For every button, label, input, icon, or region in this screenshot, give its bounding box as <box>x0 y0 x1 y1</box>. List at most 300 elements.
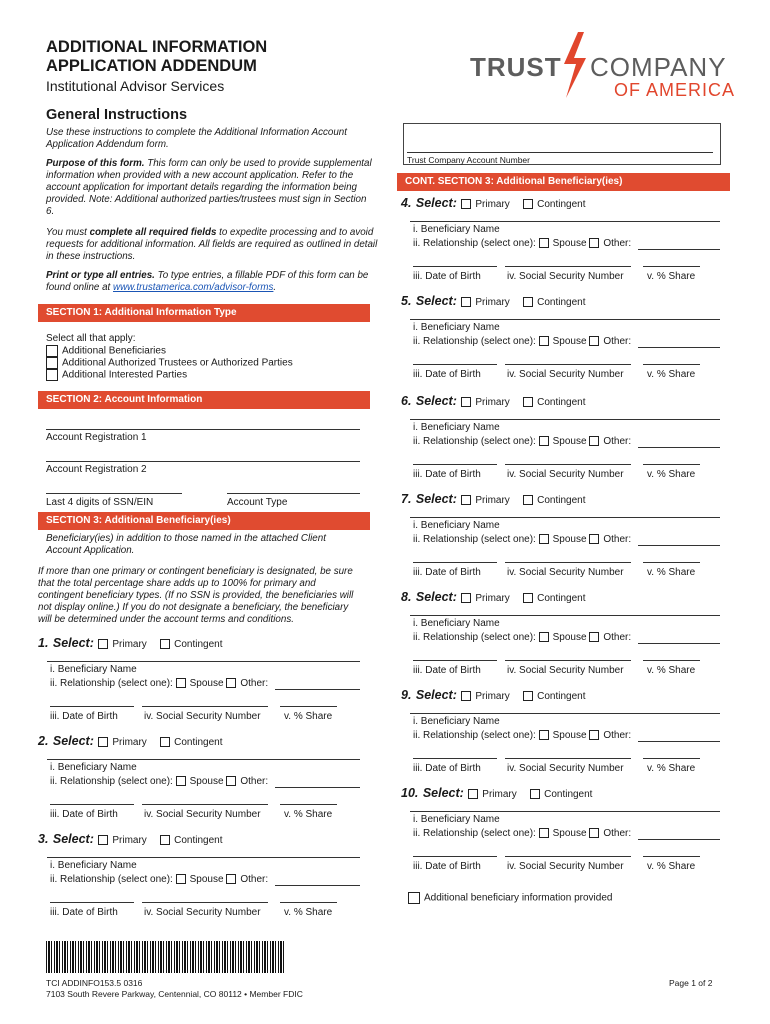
dob-label: iii. Date of Birth <box>413 567 481 578</box>
checkbox[interactable] <box>160 639 170 649</box>
footer-page: Page 1 of 2 <box>669 978 713 988</box>
checkbox[interactable] <box>160 835 170 845</box>
contingent-option[interactable] <box>160 737 222 748</box>
spouse-option[interactable] <box>539 730 587 741</box>
other-label: Other: <box>240 874 269 885</box>
spouse-option[interactable] <box>539 436 587 447</box>
checkbox[interactable] <box>176 776 186 786</box>
relationship-row <box>413 828 631 839</box>
spouse-option[interactable] <box>539 238 587 249</box>
select-label: Select: <box>415 688 457 702</box>
ssn-label: iv. Social Security Number <box>507 861 624 872</box>
footer-address: 7103 South Revere Parkway, Centennial, CO 80112 • Member FDIC <box>46 989 303 999</box>
checkbox[interactable] <box>98 835 108 845</box>
account-registration-1-line[interactable] <box>46 429 360 430</box>
contingent-label: Contingent <box>537 593 586 604</box>
checkbox[interactable] <box>468 789 478 799</box>
ssn-label: iv. Social Security Number <box>144 907 261 918</box>
other-label: Other: <box>603 436 632 447</box>
spouse-option[interactable] <box>539 336 587 347</box>
ssn-line[interactable] <box>505 562 631 563</box>
primary-label: Primary <box>475 199 510 210</box>
checkbox[interactable] <box>98 737 108 747</box>
relationship-row <box>413 730 631 741</box>
primary-label: Primary <box>475 397 510 408</box>
spouse-label: Spouse <box>552 730 587 741</box>
ssn-label: iv. Social Security Number <box>144 711 261 722</box>
contingent-label: Contingent <box>537 691 586 702</box>
relationship-label: ii. Relationship (select one): <box>413 632 536 643</box>
other-line[interactable] <box>638 347 720 348</box>
dob-line[interactable] <box>50 902 134 903</box>
contingent-option[interactable] <box>530 789 592 800</box>
relationship-label: ii. Relationship (select one): <box>50 678 173 689</box>
contingent-option[interactable] <box>160 835 222 846</box>
checkbox[interactable] <box>98 639 108 649</box>
checkbox[interactable] <box>523 199 533 209</box>
instructions-p1: Use these instructions to complete the Additional Information Account Application Addendum form. <box>46 127 347 150</box>
ssn-line[interactable] <box>142 902 268 903</box>
beneficiary-name-label: i. Beneficiary Name <box>50 664 137 675</box>
beneficiary-name-line[interactable] <box>47 759 360 760</box>
dob-line[interactable] <box>50 804 134 805</box>
beneficiary-select-row <box>38 830 223 848</box>
checkbox[interactable] <box>589 436 599 446</box>
select-label: Select: <box>52 832 94 846</box>
account-registration-2-line[interactable] <box>46 461 360 462</box>
dob-label: iii. Date of Birth <box>50 711 118 722</box>
other-option[interactable] <box>226 776 268 787</box>
primary-option[interactable] <box>461 495 509 506</box>
beneficiary-name-line[interactable] <box>47 661 360 662</box>
checkbox[interactable] <box>539 238 549 248</box>
contingent-option[interactable] <box>523 297 585 308</box>
beneficiary-number: 10. <box>401 786 419 800</box>
spouse-label: Spouse <box>552 632 587 643</box>
other-line[interactable] <box>638 249 720 250</box>
primary-label: Primary <box>475 593 510 604</box>
relationship-row <box>413 238 631 249</box>
beneficiary-name-label: i. Beneficiary Name <box>413 322 500 333</box>
relationship-row <box>413 436 631 447</box>
checkbox[interactable] <box>539 336 549 346</box>
ssn-line[interactable] <box>505 464 631 465</box>
relationship-row <box>413 534 631 545</box>
primary-option[interactable] <box>461 199 509 210</box>
primary-option[interactable] <box>461 691 509 702</box>
advisor-forms-link[interactable]: www.trustamerica.com/advisor-forms <box>113 282 274 293</box>
dob-line[interactable] <box>413 562 497 563</box>
spouse-label: Spouse <box>552 828 587 839</box>
other-line[interactable] <box>638 447 720 448</box>
other-line[interactable] <box>638 839 720 840</box>
spouse-label: Spouse <box>189 874 224 885</box>
share-line[interactable] <box>280 902 337 903</box>
relationship-row <box>50 874 268 885</box>
account-number-line[interactable] <box>407 152 713 153</box>
primary-label: Primary <box>112 639 147 650</box>
beneficiary-name-line[interactable] <box>410 419 720 420</box>
p3-b: to expedite processing and to avoid requests for additional information. All fields are required as outlined in detail in these instructions. <box>46 227 378 262</box>
other-label: Other: <box>240 776 269 787</box>
p2-text: This form can only be used to provide supplemental information when provided with a new account application. Refer to the account application for important details regarding the information being provided. Note: Additional authorized parties/trustees must sign in Section 6. <box>46 158 372 217</box>
beneficiary-name-label: i. Beneficiary Name <box>50 860 137 871</box>
spouse-option[interactable] <box>176 874 224 885</box>
contingent-option[interactable] <box>160 639 222 650</box>
option-label: Additional Authorized Trustees or Authorized Parties <box>62 357 293 369</box>
contingent-option[interactable] <box>523 593 585 604</box>
share-line[interactable] <box>280 706 337 707</box>
ssn-label: iv. Social Security Number <box>144 809 261 820</box>
beneficiary-name-label: i. Beneficiary Name <box>50 762 137 773</box>
share-line[interactable] <box>643 856 700 857</box>
checkbox[interactable] <box>523 297 533 307</box>
option-label: Additional Interested Parties <box>62 369 188 381</box>
other-option[interactable] <box>589 828 631 839</box>
primary-option[interactable] <box>461 297 509 308</box>
checkbox[interactable] <box>589 534 599 544</box>
dob-label: iii. Date of Birth <box>413 369 481 380</box>
share-label: v. % Share <box>284 711 333 722</box>
section1-bar: SECTION 1: Additional Information Type <box>38 304 370 322</box>
beneficiary-number: 2. <box>38 734 49 748</box>
title-line-1: ADDITIONAL INFORMATION <box>46 38 268 56</box>
share-label: v. % Share <box>647 369 696 380</box>
primary-option[interactable] <box>98 639 146 650</box>
cont-section3-bar: CONT. SECTION 3: Additional Beneficiary(ies) <box>397 173 730 191</box>
spouse-label: Spouse <box>552 534 587 545</box>
other-line[interactable] <box>638 643 720 644</box>
beneficiary-number: 8. <box>401 590 412 604</box>
relationship-row <box>50 776 268 787</box>
relationship-label: ii. Relationship (select one): <box>413 238 536 249</box>
other-line[interactable] <box>275 689 360 690</box>
checkbox[interactable] <box>176 874 186 884</box>
relationship-row <box>50 678 268 689</box>
relationship-label: ii. Relationship (select one): <box>413 436 536 447</box>
other-line[interactable] <box>638 545 720 546</box>
beneficiary-number: 3. <box>38 832 49 846</box>
beneficiary-number: 9. <box>401 688 412 702</box>
relationship-label: ii. Relationship (select one): <box>50 776 173 787</box>
share-line[interactable] <box>643 464 700 465</box>
instructions-p2 <box>46 158 376 218</box>
dob-line[interactable] <box>413 758 497 759</box>
relationship-row <box>413 336 631 347</box>
beneficiary-number: 5. <box>401 294 412 308</box>
p4-text: To type entries, a fillable PDF of this form can be found online at <box>46 270 369 293</box>
primary-option[interactable] <box>468 789 516 800</box>
other-option[interactable] <box>589 336 631 347</box>
beneficiary-name-label: i. Beneficiary Name <box>413 520 500 531</box>
instructions-p4 <box>46 270 376 294</box>
dob-label: iii. Date of Birth <box>413 861 481 872</box>
other-label: Other: <box>603 828 632 839</box>
other-option[interactable] <box>589 534 631 545</box>
title-line-2: APPLICATION ADDENDUM <box>46 57 257 75</box>
additional-provided-option[interactable] <box>408 892 612 904</box>
dob-line[interactable] <box>413 856 497 857</box>
spouse-option[interactable] <box>539 632 587 643</box>
ssn-line[interactable] <box>505 758 631 759</box>
instructions-heading: General Instructions <box>46 107 188 123</box>
beneficiary-select-row <box>38 634 223 652</box>
account-registration-2-label: Account Registration 2 <box>46 464 147 475</box>
checkbox[interactable] <box>46 345 58 357</box>
select-label: Select: <box>415 294 457 308</box>
beneficiary-select-row <box>401 292 586 310</box>
spouse-label: Spouse <box>189 776 224 787</box>
beneficiary-name-label: i. Beneficiary Name <box>413 224 500 235</box>
checkbox[interactable] <box>589 238 599 248</box>
contingent-label: Contingent <box>174 737 223 748</box>
share-line[interactable] <box>643 660 700 661</box>
checkbox[interactable] <box>589 828 599 838</box>
ssn-line[interactable] <box>505 660 631 661</box>
other-label: Other: <box>603 534 632 545</box>
instructions-p3 <box>46 227 381 263</box>
checkbox[interactable] <box>539 828 549 838</box>
primary-option[interactable] <box>461 397 509 408</box>
beneficiary-number: 4. <box>401 196 412 210</box>
additional-provided-label: Additional beneficiary information provided <box>424 892 613 904</box>
share-line[interactable] <box>280 804 337 805</box>
ssn-line[interactable] <box>142 804 268 805</box>
dob-label: iii. Date of Birth <box>50 809 118 820</box>
checkbox[interactable] <box>461 297 471 307</box>
ssn-line[interactable] <box>505 364 631 365</box>
footer-code: TCI ADDINFO153.5 0316 <box>46 978 143 988</box>
beneficiary-name-label: i. Beneficiary Name <box>413 422 500 433</box>
checkbox[interactable] <box>589 730 599 740</box>
share-label: v. % Share <box>647 271 696 282</box>
account-type-line[interactable] <box>227 493 360 494</box>
checkbox[interactable] <box>226 874 236 884</box>
dob-label: iii. Date of Birth <box>50 907 118 918</box>
logo-bolt-icon <box>556 30 592 100</box>
checkbox[interactable] <box>461 593 471 603</box>
other-option[interactable] <box>589 730 631 741</box>
share-line[interactable] <box>643 266 700 267</box>
select-label: Select: <box>52 734 94 748</box>
checkbox[interactable] <box>408 892 420 904</box>
dob-line[interactable] <box>50 706 134 707</box>
beneficiary-name-line[interactable] <box>47 857 360 858</box>
section1-prompt: Select all that apply: <box>46 333 136 344</box>
ssn-label: iv. Social Security Number <box>507 271 624 282</box>
account-number-label: Trust Company Account Number <box>407 155 530 165</box>
beneficiary-number: 1. <box>38 636 49 650</box>
p3-a: You must <box>46 227 90 238</box>
checkbox[interactable] <box>589 632 599 642</box>
contingent-label: Contingent <box>537 397 586 408</box>
checkbox[interactable] <box>530 789 540 799</box>
select-label: Select: <box>52 636 94 650</box>
share-label: v. % Share <box>284 809 333 820</box>
ssn-line[interactable] <box>505 856 631 857</box>
beneficiary-name-label: i. Beneficiary Name <box>413 618 500 629</box>
beneficiary-number: 7. <box>401 492 412 506</box>
beneficiary-name-label: i. Beneficiary Name <box>413 814 500 825</box>
other-label: Other: <box>603 336 632 347</box>
primary-label: Primary <box>475 691 510 702</box>
checkbox[interactable] <box>226 776 236 786</box>
checkbox[interactable] <box>523 397 533 407</box>
beneficiary-name-line[interactable] <box>410 713 720 714</box>
other-line[interactable] <box>275 885 360 886</box>
beneficiary-select-row <box>38 732 223 750</box>
spouse-option[interactable] <box>176 678 224 689</box>
contingent-label: Contingent <box>537 297 586 308</box>
share-label: v. % Share <box>647 763 696 774</box>
option-label: Additional Beneficiaries <box>62 345 166 357</box>
section1-option-beneficiaries[interactable] <box>46 345 166 357</box>
ssn-label: iv. Social Security Number <box>507 369 624 380</box>
dob-line[interactable] <box>413 464 497 465</box>
dob-label: iii. Date of Birth <box>413 665 481 676</box>
beneficiary-name-line[interactable] <box>410 319 720 320</box>
checkbox[interactable] <box>461 495 471 505</box>
p4-end: . <box>273 282 277 293</box>
checkbox[interactable] <box>523 495 533 505</box>
logo-america-text: OF AMERICA <box>614 80 736 100</box>
logo-company-text: COMPANY <box>590 52 727 82</box>
checkbox[interactable] <box>461 397 471 407</box>
p3-bold: complete all required fields <box>89 227 217 238</box>
beneficiary-select-row <box>401 784 592 802</box>
beneficiary-name-line[interactable] <box>410 517 720 518</box>
checkbox[interactable] <box>539 436 549 446</box>
account-registration-1-label: Account Registration 1 <box>46 432 147 443</box>
select-label: Select: <box>415 492 457 506</box>
share-label: v. % Share <box>647 861 696 872</box>
ssn-label: iv. Social Security Number <box>507 763 624 774</box>
section3-note1: Beneficiary(ies) in addition to those named in the attached Client Account Application. <box>46 533 326 556</box>
contingent-option[interactable] <box>523 397 585 408</box>
primary-label: Primary <box>475 297 510 308</box>
share-label: v. % Share <box>284 907 333 918</box>
spouse-option[interactable] <box>539 534 587 545</box>
checkbox[interactable] <box>160 737 170 747</box>
primary-option[interactable] <box>461 593 509 604</box>
checkbox[interactable] <box>461 691 471 701</box>
ssn-line[interactable] <box>142 706 268 707</box>
dob-line[interactable] <box>413 364 497 365</box>
checkbox[interactable] <box>46 369 58 381</box>
ssn-label: iv. Social Security Number <box>507 665 624 676</box>
dob-label: iii. Date of Birth <box>413 271 481 282</box>
checkbox[interactable] <box>461 199 471 209</box>
relationship-row <box>413 632 631 643</box>
checkbox[interactable] <box>46 357 58 369</box>
other-option[interactable] <box>589 632 631 643</box>
account-type-label: Account Type <box>227 497 288 508</box>
contingent-option[interactable] <box>523 495 585 506</box>
checkbox[interactable] <box>539 730 549 740</box>
checkbox[interactable] <box>523 691 533 701</box>
ssn-label: iv. Social Security Number <box>507 469 624 480</box>
contingent-option[interactable] <box>523 199 585 210</box>
beneficiary-name-line[interactable] <box>410 615 720 616</box>
beneficiary-name-line[interactable] <box>410 221 720 222</box>
checkbox[interactable] <box>523 593 533 603</box>
relationship-label: ii. Relationship (select one): <box>413 534 536 545</box>
other-label: Other: <box>603 632 632 643</box>
checkbox[interactable] <box>589 336 599 346</box>
section3-bar: SECTION 3: Additional Beneficiary(ies) <box>38 512 370 530</box>
select-label: Select: <box>415 590 457 604</box>
barcode <box>46 941 284 973</box>
relationship-label: ii. Relationship (select one): <box>413 730 536 741</box>
dob-label: iii. Date of Birth <box>413 469 481 480</box>
relationship-label: ii. Relationship (select one): <box>413 828 536 839</box>
other-option[interactable] <box>589 238 631 249</box>
dob-label: iii. Date of Birth <box>413 763 481 774</box>
p2-bold: Purpose of this form. <box>46 158 145 169</box>
select-label: Select: <box>415 196 457 210</box>
spouse-label: Spouse <box>552 336 587 347</box>
other-line[interactable] <box>638 741 720 742</box>
form-subtitle: Institutional Advisor Services <box>46 78 225 94</box>
ssn-line[interactable] <box>46 493 182 494</box>
relationship-label: ii. Relationship (select one): <box>50 874 173 885</box>
beneficiary-select-row <box>401 392 586 410</box>
contingent-label: Contingent <box>174 835 223 846</box>
other-line[interactable] <box>275 787 360 788</box>
contingent-label: Contingent <box>537 199 586 210</box>
ssn-label: iv. Social Security Number <box>507 567 624 578</box>
checkbox[interactable] <box>176 678 186 688</box>
section1-option-trustees[interactable] <box>46 357 293 369</box>
share-label: v. % Share <box>647 567 696 578</box>
spouse-label: Spouse <box>552 238 587 249</box>
other-option[interactable] <box>226 874 268 885</box>
share-label: v. % Share <box>647 469 696 480</box>
share-line[interactable] <box>643 758 700 759</box>
spouse-option[interactable] <box>176 776 224 787</box>
dob-line[interactable] <box>413 266 497 267</box>
select-label: Select: <box>415 394 457 408</box>
section2-bar: SECTION 2: Account Information <box>38 391 370 409</box>
share-label: v. % Share <box>647 665 696 676</box>
other-label: Other: <box>240 678 269 689</box>
ssn-line[interactable] <box>505 266 631 267</box>
checkbox[interactable] <box>539 534 549 544</box>
primary-option[interactable] <box>98 835 146 846</box>
beneficiary-name-line[interactable] <box>410 811 720 812</box>
checkbox[interactable] <box>539 632 549 642</box>
dob-line[interactable] <box>413 660 497 661</box>
share-line[interactable] <box>643 562 700 563</box>
p4-bold: Print or type all entries. <box>46 270 155 281</box>
contingent-label: Contingent <box>544 789 593 800</box>
ssn-label: Last 4 digits of SSN/EIN <box>46 497 154 508</box>
other-option[interactable] <box>226 678 268 689</box>
primary-label: Primary <box>112 835 147 846</box>
section1-option-interested[interactable] <box>46 369 187 381</box>
select-label: Select: <box>422 786 464 800</box>
contingent-label: Contingent <box>174 639 223 650</box>
checkbox[interactable] <box>226 678 236 688</box>
contingent-option[interactable] <box>523 691 585 702</box>
beneficiary-select-row <box>401 194 586 212</box>
contingent-label: Contingent <box>537 495 586 506</box>
share-line[interactable] <box>643 364 700 365</box>
beneficiary-name-label: i. Beneficiary Name <box>413 716 500 727</box>
primary-option[interactable] <box>98 737 146 748</box>
spouse-option[interactable] <box>539 828 587 839</box>
other-option[interactable] <box>589 436 631 447</box>
